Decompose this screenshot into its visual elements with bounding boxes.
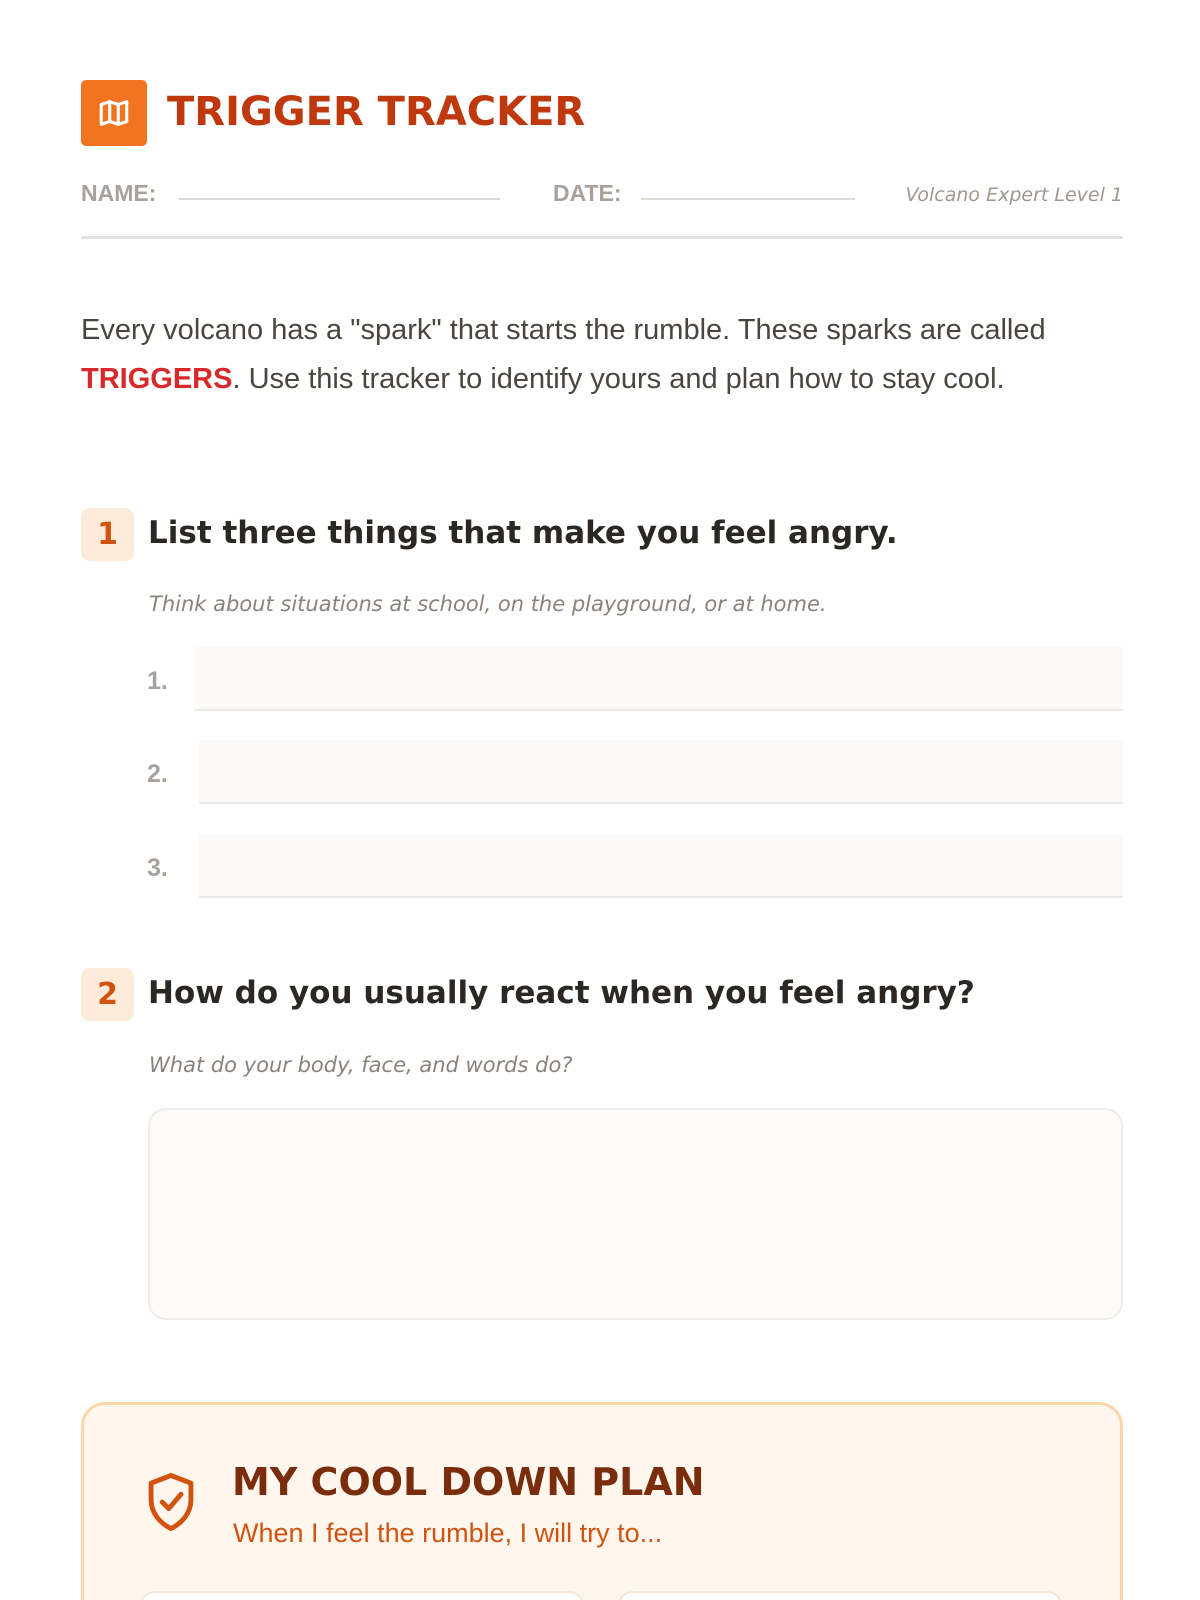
question-2-hint: What do your body, face, and words do? xyxy=(149,1053,573,1077)
name-label: NAME: xyxy=(81,180,157,206)
question-1-badge: 1 xyxy=(81,508,134,561)
plan-subtitle: When I feel the rumble, I will try to... xyxy=(233,1518,663,1548)
shield-check-icon xyxy=(144,1471,198,1533)
reaction-answer-box[interactable] xyxy=(148,1108,1123,1320)
page-title: TRIGGER TRACKER xyxy=(167,89,586,135)
date-label: DATE: xyxy=(553,180,622,206)
triggers-highlight: TRIGGERS xyxy=(81,363,233,395)
header-divider xyxy=(81,236,1123,239)
trigger-input-2[interactable] xyxy=(199,740,1123,804)
line-1-label: 1. xyxy=(147,667,168,695)
question-1-title: List three things that make you feel angry. xyxy=(148,515,898,551)
trigger-input-3[interactable] xyxy=(199,834,1123,898)
line-3-label: 3. xyxy=(147,854,168,882)
trigger-input-1[interactable] xyxy=(194,647,1123,711)
question-2-title: How do you usually react when you feel angry? xyxy=(148,975,975,1011)
level-label: Volcano Expert Level 1 xyxy=(905,184,1123,206)
intro-paragraph: Every volcano has a "spark" that starts the rumble. These sparks are called TRIGGERS. Use this tracker to identify yours and plan how to stay cool. xyxy=(81,314,1046,395)
line-2-label: 2. xyxy=(147,760,168,788)
plan-option-card-1[interactable] xyxy=(139,1591,585,1600)
name-field[interactable] xyxy=(179,198,500,200)
plan-option-card-2[interactable] xyxy=(617,1591,1063,1600)
map-icon xyxy=(81,80,147,146)
question-1-hint: Think about situations at school, on the playground, or at home. xyxy=(149,592,827,616)
cool-down-plan-card xyxy=(81,1402,1123,1600)
date-field[interactable] xyxy=(641,198,855,200)
plan-title: MY COOL DOWN PLAN xyxy=(232,1460,705,1504)
question-2-badge: 2 xyxy=(81,968,134,1021)
